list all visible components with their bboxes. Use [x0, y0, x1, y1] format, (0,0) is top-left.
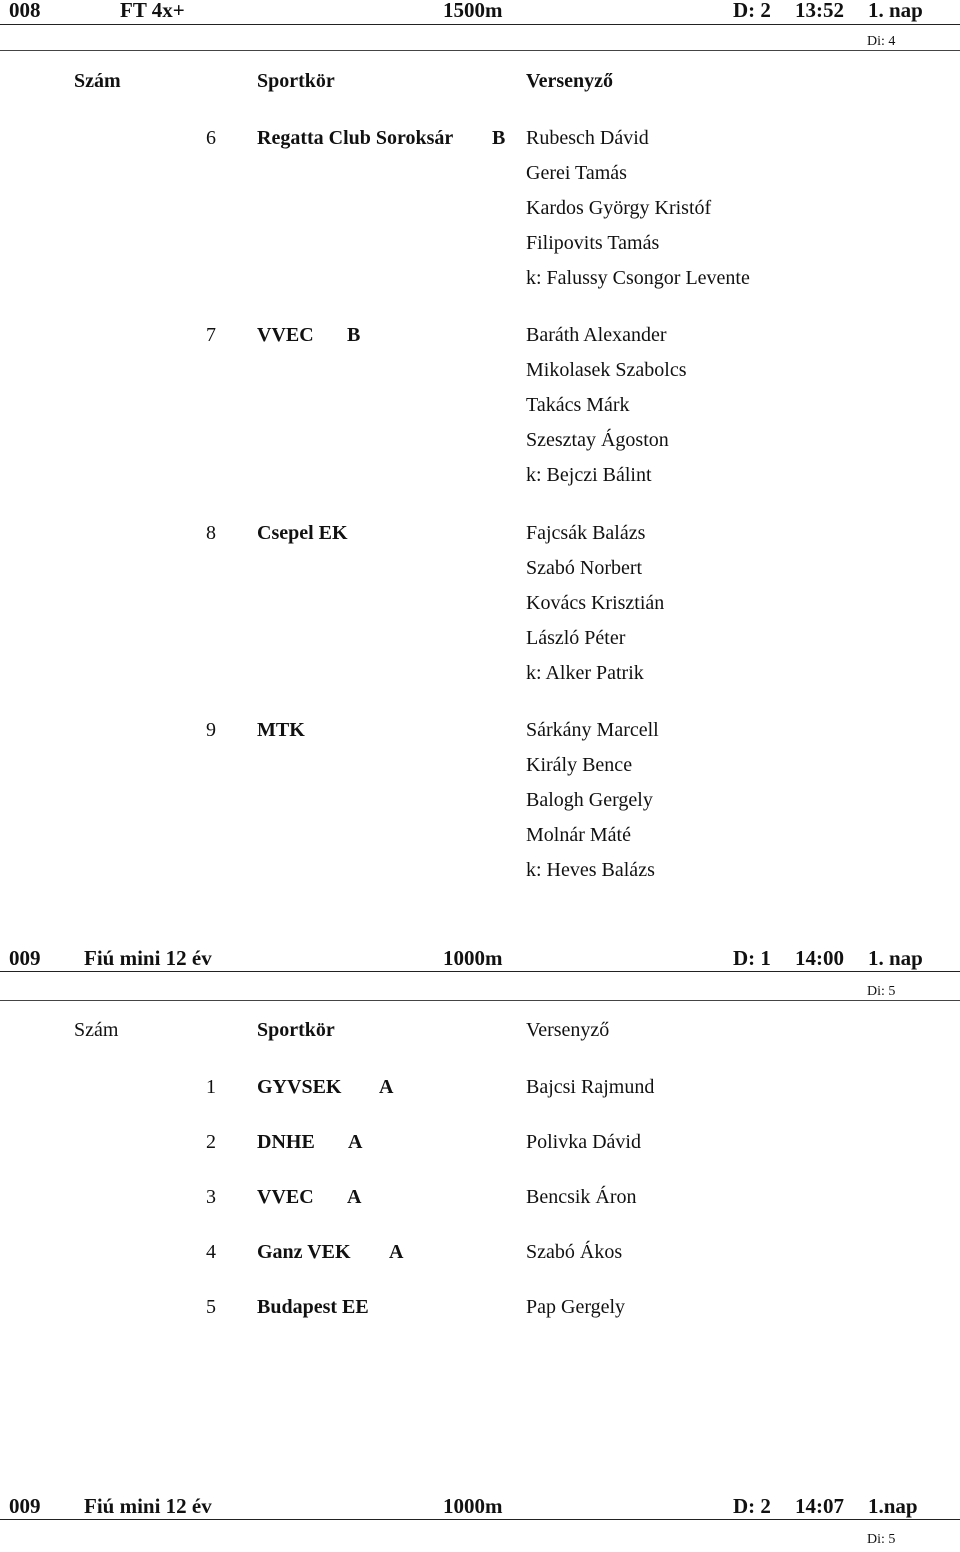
entry-number: 1 [206, 1076, 216, 1098]
entry-number: 6 [206, 127, 216, 149]
athlete-name: Rubesch Dávid [526, 127, 649, 149]
header-rule [0, 971, 960, 972]
race-day: 1.nap [868, 1494, 918, 1518]
entry-club: Csepel EK [257, 522, 348, 544]
entry-suffix: A [348, 1131, 363, 1153]
entry-number: 3 [206, 1186, 216, 1208]
race-time: 13:52 [795, 0, 844, 22]
entry-suffix: B [347, 324, 361, 346]
race-category: FT 4x+ [120, 0, 185, 22]
entry-number: 7 [206, 324, 216, 346]
entry-club: Ganz VEK [257, 1241, 351, 1263]
athlete-name: Szabó Norbert [526, 557, 643, 579]
coxswain-name: k: Heves Balázs [526, 859, 655, 881]
race-division: D: 2 [733, 1494, 771, 1518]
athlete-name: Balogh Gergely [526, 789, 653, 811]
sub-rule [0, 1000, 960, 1001]
entry-club: VVEC [257, 1186, 314, 1208]
entry-club: Regatta Club Soroksár [257, 127, 454, 149]
column-header-athlete: Versenyző [526, 1019, 610, 1041]
race-time: 14:00 [795, 946, 844, 970]
entry-suffix: B [492, 127, 506, 149]
race-distance: 1500m [443, 0, 503, 22]
entry-suffix: A [379, 1076, 394, 1098]
entry-number: 5 [206, 1296, 216, 1318]
athlete-name: László Péter [526, 627, 626, 649]
entry-number: 4 [206, 1241, 216, 1263]
entry-suffix: A [347, 1186, 362, 1208]
entry-club: GYVSEK [257, 1076, 342, 1098]
coxswain-name: k: Alker Patrik [526, 662, 644, 684]
entry-club: VVEC [257, 324, 314, 346]
athlete-name: Pap Gergely [526, 1296, 626, 1318]
entry-number: 2 [206, 1131, 216, 1153]
athlete-name: Bencsik Áron [526, 1186, 637, 1208]
entry-club: DNHE [257, 1131, 315, 1153]
column-header-num: Szám [74, 70, 121, 92]
entry-number: 9 [206, 719, 216, 741]
di-label: Di: 5 [867, 984, 896, 999]
di-label: Di: 4 [867, 34, 896, 49]
entry-club: Budapest EE [257, 1296, 369, 1318]
athlete-name: Kovács Krisztián [526, 592, 665, 614]
column-header-club: Sportkör [257, 70, 335, 92]
athlete-name: Bajcsi Rajmund [526, 1076, 655, 1098]
athlete-name: Gerei Tamás [526, 162, 627, 184]
race-code: 009 [9, 1494, 41, 1518]
race-division: D: 2 [733, 0, 771, 22]
athlete-name: Fajcsák Balázs [526, 522, 646, 544]
race-day: 1. nap [868, 946, 923, 970]
athlete-name: Baráth Alexander [526, 324, 667, 346]
coxswain-name: k: Falussy Csongor Levente [526, 267, 750, 289]
athlete-name: Sárkány Marcell [526, 719, 659, 741]
athlete-name: Takács Márk [526, 394, 630, 416]
di-label: Di: 5 [867, 1532, 896, 1547]
athlete-name: Molnár Máté [526, 824, 631, 846]
header-rule [0, 1519, 960, 1520]
race-category: Fiú mini 12 év [84, 946, 212, 970]
athlete-name: Király Bence [526, 754, 633, 776]
athlete-name: Kardos György Kristóf [526, 197, 712, 219]
race-division: D: 1 [733, 946, 771, 970]
race-category: Fiú mini 12 év [84, 1494, 212, 1518]
athlete-name: Filipovits Tamás [526, 232, 660, 254]
race-distance: 1000m [443, 1494, 503, 1518]
entry-suffix: A [389, 1241, 404, 1263]
athlete-name: Szesztay Ágoston [526, 429, 669, 451]
race-day: 1. nap [868, 0, 923, 22]
athlete-name: Mikolasek Szabolcs [526, 359, 687, 381]
athlete-name: Szabó Ákos [526, 1241, 623, 1263]
entry-number: 8 [206, 522, 216, 544]
column-header-club: Sportkör [257, 1019, 335, 1041]
race-code: 009 [9, 946, 41, 970]
header-rule [0, 24, 960, 25]
athlete-name: Polivka Dávid [526, 1131, 641, 1153]
column-header-athlete: Versenyző [526, 70, 614, 92]
race-distance: 1000m [443, 946, 503, 970]
race-time: 14:07 [795, 1494, 844, 1518]
entry-club: MTK [257, 719, 305, 741]
coxswain-name: k: Bejczi Bálint [526, 464, 652, 486]
sub-rule [0, 50, 960, 51]
race-code: 008 [9, 0, 41, 22]
column-header-num: Szám [74, 1019, 119, 1041]
